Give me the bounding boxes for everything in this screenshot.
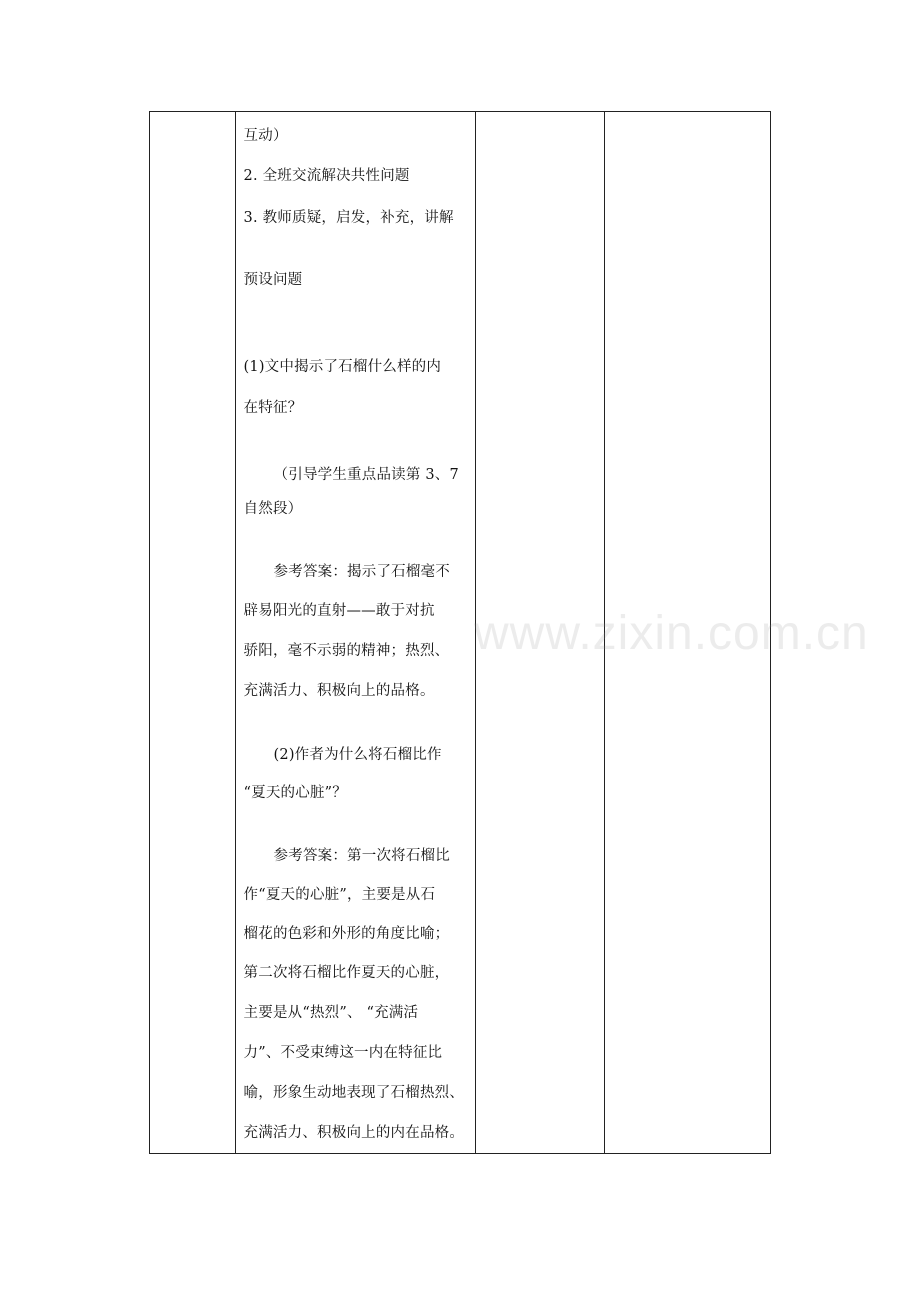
text-line: 充满活力、积极向上的品格。 bbox=[243, 683, 435, 699]
text-line: 充满活力、积极向上的内在品格。 bbox=[243, 1125, 465, 1141]
text-line: 自然段） bbox=[243, 501, 303, 517]
text-line: 2. 全班交流解决共性问题 bbox=[243, 168, 410, 184]
text-line: 第二次将石榴比作夏天的心脏， bbox=[243, 965, 450, 981]
text-line: 辟易阳光的直射——敢于对抗 bbox=[243, 603, 435, 619]
watermark: www.zixin.com.cn bbox=[474, 607, 869, 660]
text-line: 互动） bbox=[243, 128, 288, 144]
text-line: 榴花的色彩和外形的角度比喻； bbox=[243, 926, 450, 942]
text-line: “夏天的心脏”？ bbox=[243, 785, 347, 801]
text-line: 力”、不受束缚这一内在特征比 bbox=[243, 1045, 443, 1061]
cell-text-block bbox=[236, 112, 475, 1153]
table-cell-left bbox=[150, 112, 236, 1154]
text-line: 喻，形象生动地表现了石榴热烈、 bbox=[243, 1085, 465, 1101]
text-line: 3. 教师质疑，启发，补充，讲解 bbox=[243, 210, 454, 226]
text-line: （引导学生重点品读第 3、7 bbox=[273, 467, 459, 483]
text-line: 作“夏天的心脏”，主要是从石 bbox=[243, 887, 436, 903]
text-line: 在特征？ bbox=[243, 400, 303, 416]
text-line: 骄阳，毫不示弱的精神；热烈、 bbox=[243, 643, 450, 659]
text-line: (2)作者为什么将石榴比作 bbox=[273, 747, 442, 763]
table-cell-content bbox=[235, 112, 475, 1154]
text-line: 参考答案：揭示了石榴毫不 bbox=[273, 564, 450, 580]
text-line: 预设问题 bbox=[243, 272, 303, 288]
text-line: (1)文中揭示了石榴什么样的内 bbox=[243, 359, 442, 375]
text-line: 参考答案：第一次将石榴比 bbox=[273, 848, 450, 864]
text-line: 主要是从“热烈”、 “充满活 bbox=[243, 1005, 419, 1021]
